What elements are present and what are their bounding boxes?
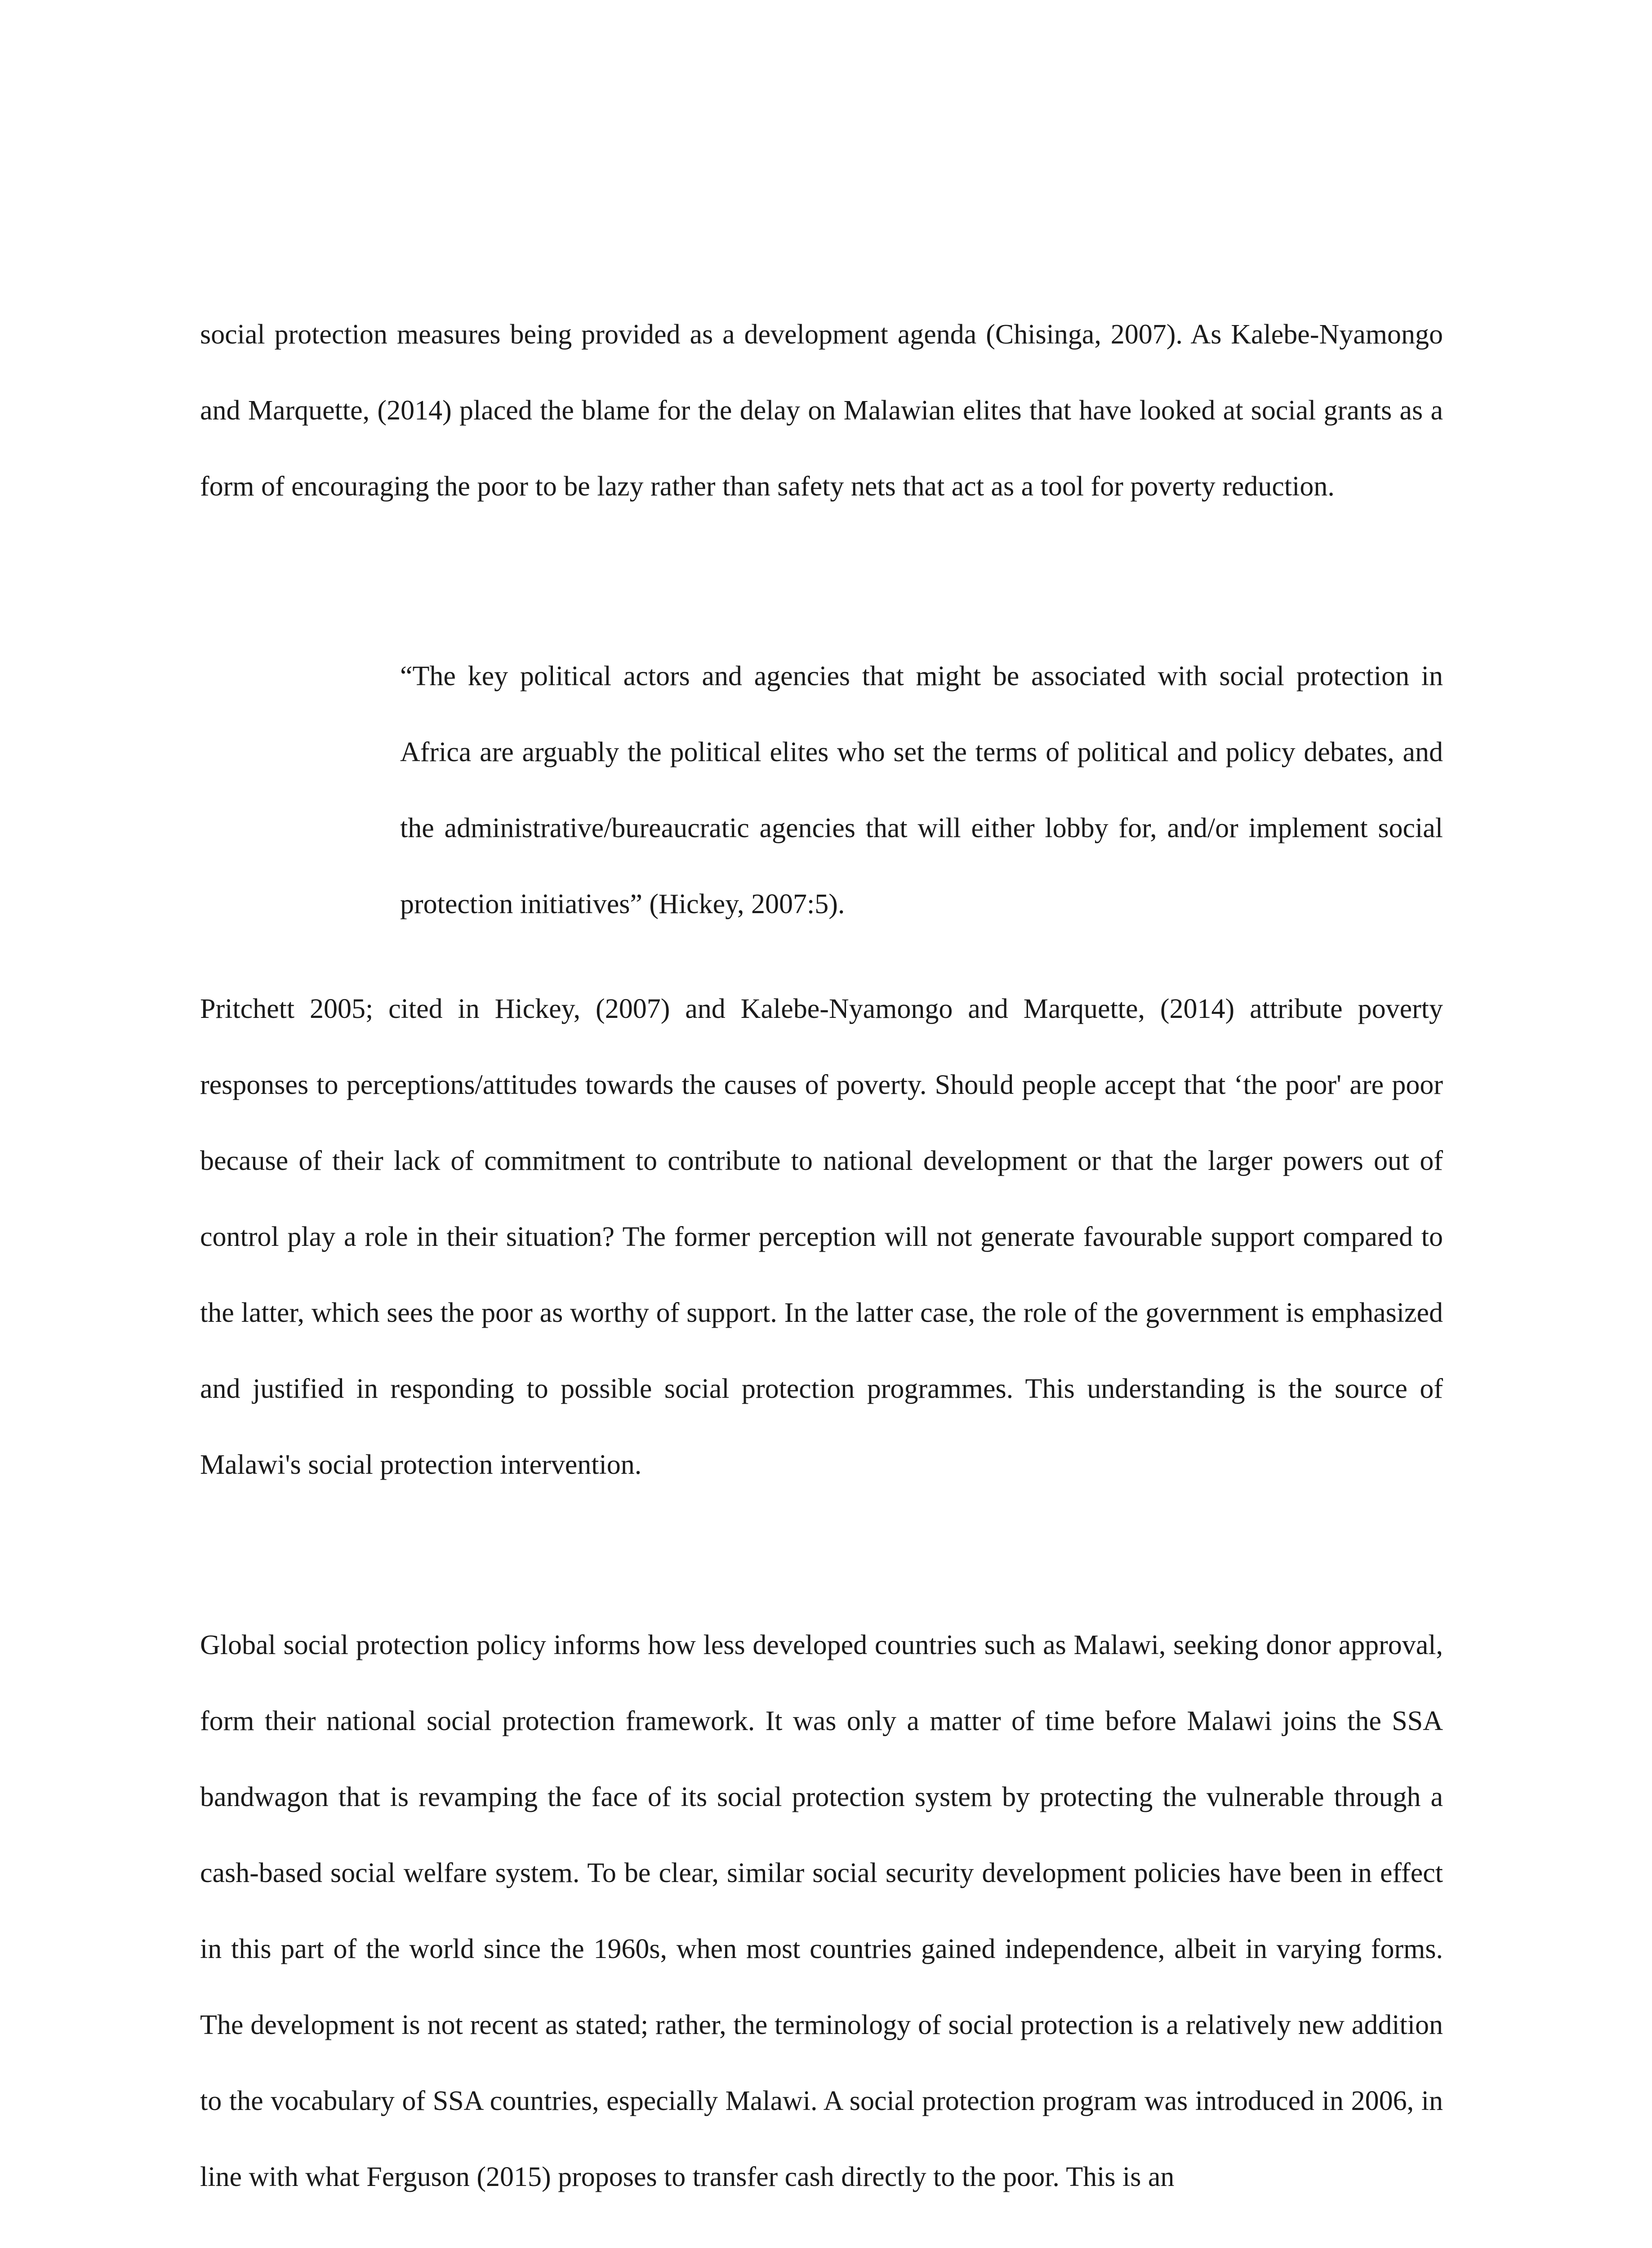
block-quote: “The key political actors and agencies that might be associated with social protection in Africa are arguably the political elites who set the terms of political and policy debates, and the administrative/bureaucratic agencies that will either lobby for, and/or implement social protection initiatives” (Hickey, 2007:5). <box>400 661 1443 919</box>
body-paragraph-1: social protection measures being provided as a development agenda (Chisinga, 2007). As Kalebe-Nyamongo and Marquette, (2014) placed the blame for the delay on Malawian elites that have looked at social grants as a form of encouraging the poor to be lazy rather than safety nets that act as a tool for poverty reduction. <box>200 319 1443 502</box>
body-paragraph-3: Global social protection policy informs how less developed countries such as Malawi, seeking donor approval, form their national social protection framework. It was only a matter of time before Malawi joins the SSA bandwagon that is revamping the face of its social protection system by protecting the vulnerable through a cash-based social welfare system. To be clear, similar social security development policies have been in effect in this part of the world since the 1960s, when most countries gained independence, albeit in varying forms. The development is not recent as stated; rather, the terminology of social protection is a relatively new addition to the vocabulary of SSA countries, especially Malawi. A social protection program was introduced in 2006, in line with what Ferguson (2015) proposes to transfer cash directly to the poor. This is an <box>200 1630 1443 2192</box>
body-paragraph-2: Pritchett 2005; cited in Hickey, (2007) and Kalebe-Nyamongo and Marquette, (2014) attribute poverty responses to perceptions/attitudes towards the causes of poverty. Should people accept that ‘the poor' are poor because of their lack of commitment to contribute to national development or that the larger powers out of control play a role in their situation? The former perception will not generate favourable support compared to the latter, which sees the poor as worthy of support. In the latter case, the role of the government is emphasized and justified in responding to possible social protection programmes. This understanding is the source of Malawi's social protection intervention. <box>200 994 1443 1480</box>
